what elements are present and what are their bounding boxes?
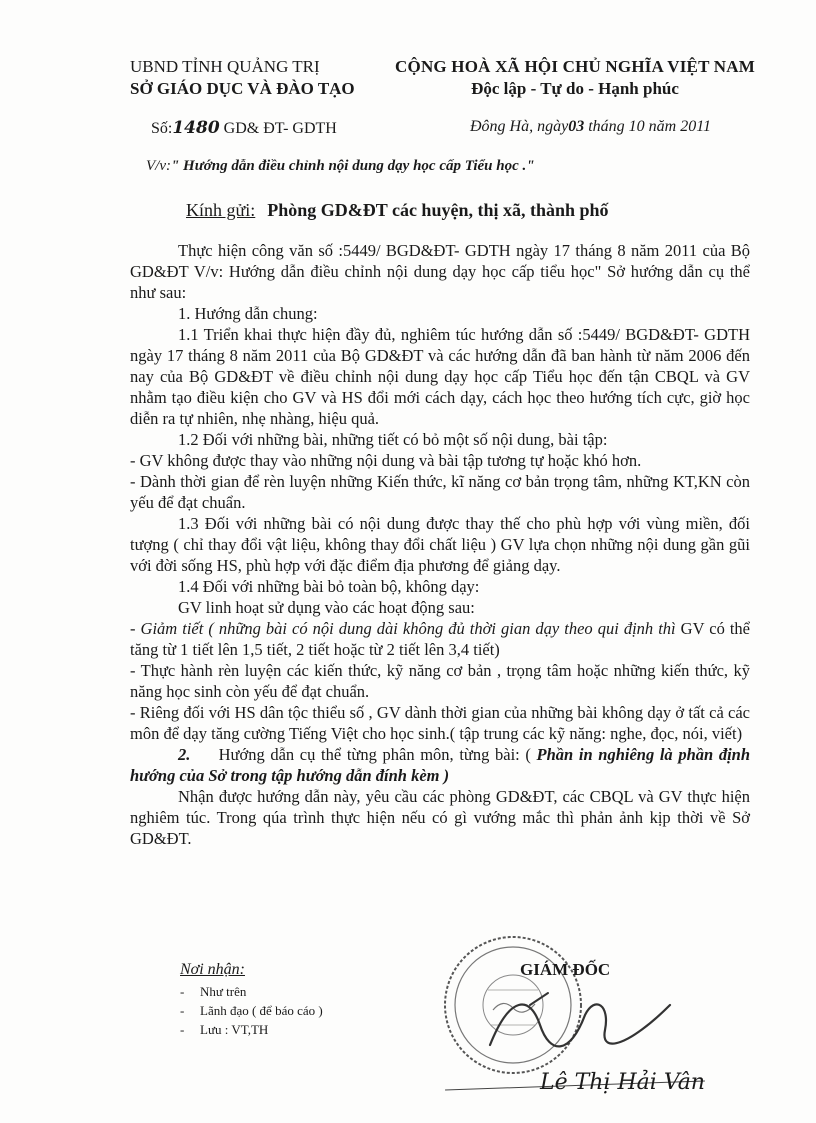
nation-title: CỘNG HOÀ XÃ HỘI CHỦ NGHĨA VIỆT NAM (395, 57, 755, 76)
document-subject (146, 158, 535, 175)
section-1-4-item-c: - Riêng đối với HS dân tộc thiểu số , GV dành thời gian của những bài không dạy ở tất cả các môn để dạy tăng cường Tiếng Việt cho học sinh.( tập trung các kỹ năng: nghe, đọc, nói, viết) (130, 703, 750, 743)
recipient-item: - Lãnh đạo ( để báo cáo ) (180, 1003, 323, 1018)
section-1-4-intro: GV linh hoạt sử dụng vào các hoạt động sau: (178, 598, 475, 617)
recipients-block (180, 960, 323, 1039)
signer-title: GIÁM ĐỐC (520, 960, 611, 979)
section-1-4-item-a-rest: GV có thể tăng từ 1 tiết lên 1,5 tiết, 2 tiết hoặc từ 2 tiết lên 3,4 tiết) (130, 619, 751, 659)
document-body (130, 240, 750, 849)
ref-suffix: GD& ĐT- GDTH (219, 120, 337, 137)
section-1-4-item-b: - Thực hành rèn luyện các kiến thức, kỹ năng cơ bản , trọng tâm hoặc những kiến thức, kỹ năng học sinh còn yếu để đạt chuẩn. (130, 661, 750, 701)
section-2-note: Phần in nghiêng là phần định hướng của Sở trong tập hướng dẫn đính kèm ) (130, 745, 751, 785)
national-header (380, 56, 770, 100)
org-line-2: SỞ GIÁO DỤC VÀ ĐÀO TẠO (130, 79, 355, 98)
section-1-4: 1.4 Đối với những bài bỏ toàn bộ, không dạy: (178, 577, 480, 596)
date-day: 03 (568, 118, 585, 135)
section-1-4-item-a-italic: - Giảm tiết ( những bài có nội dung dài không đủ thời gian dạy theo qui định thì (130, 619, 676, 638)
subject-text: " Hướng dẫn điều chỉnh nội dung dạy học cấp Tiểu học ." (170, 158, 535, 174)
section-1-heading: 1. Hướng dẫn chung: (178, 304, 318, 323)
section-1-4-item-a (130, 618, 750, 660)
national-motto: Độc lập - Tự do - Hạnh phúc (471, 79, 679, 98)
handwritten-signature (470, 985, 690, 1075)
section-1-2-item-b: - Dành thời gian để rèn luyện những Kiến thức, kĩ năng cơ bản trọng tâm, những KT,KN còn yếu để đạt chuẩn. (130, 472, 750, 512)
org-line-1: UBND TỈNH QUẢNG TRỊ (130, 57, 320, 76)
recipient-name: Phòng GD&ĐT các huyện, thị xã, thành phố (267, 200, 609, 220)
section-1-3: 1.3 Đối với những bài có nội dung được thay thế cho phù hợp với vùng miền, đối tượng ( chỉ thay đổi vật liệu, không thay đổi chất liệu ) GV lựa chọn những nội dung gần gũi với đời sống HS, phù hợp với đặc điểm địa phương để giảng dạy. (130, 514, 750, 575)
section-2-text: Hướng dẫn cụ thể từng phân môn, từng bài: ( (218, 745, 531, 764)
date-rest: tháng 10 năm 2011 (584, 118, 712, 135)
section-2-number: 2. (178, 745, 191, 764)
section-1-2: 1.2 Đối với những bài, những tiết có bỏ một số nội dung, bài tập: (178, 430, 608, 449)
recipient-line (186, 200, 609, 221)
document-date (470, 118, 711, 136)
intro-paragraph: Thực hiện công văn số :5449/ BGD&ĐT- GDTH ngày 17 tháng 8 năm 2011 của Bộ GD&ĐT V/v: Hướng dẫn điều chỉnh nội dung dạy học cấp tiểu học" Sở hướng dẫn cụ thể như sau: (130, 241, 750, 302)
section-1-2-item-a: - GV không được thay vào những nội dung và bài tập tương tự hoặc khó hơn. (130, 451, 642, 470)
document-number (151, 118, 337, 138)
closing-paragraph: Nhận được hướng dẫn này, yêu cầu các phòng GD&ĐT, các CBQL và GV thực hiện nghiêm túc. Trong qúa trình thực hiện nếu có gì vướng mắc thì phản ảnh kịp thời về Sở GD&ĐT. (130, 787, 750, 848)
signer-name: Lê Thị Hải Vân (540, 1070, 705, 1095)
recipients-title: Nơi nhận: (180, 961, 245, 978)
section-1-1: 1.1 Triển khai thực hiện đầy đủ, nghiêm túc hướng dẫn số :5449/ BGD&ĐT- GDTH ngày 17 tháng 8 năm 2011 của Bộ GD&ĐT và các hướng dẫn đã ban hành từ năm 2006 đến nay của Bộ GD&ĐT về điều chỉnh nội dung dạy học cấp Tiểu học đến tận CBQL và GV nhằm tạo điều kiện cho GV và HS đổi mới cách dạy, cách học theo hướng tích cực, giờ học diễn ra tự nhiên, nhẹ nhàng, hiệu quả. (130, 325, 750, 428)
recipient-item: - Như trên (180, 984, 247, 999)
date-prefix: Đông Hà, ngày (470, 118, 569, 135)
recipient-label: Kính gửi: (186, 200, 256, 220)
section-2 (130, 744, 750, 786)
ref-number: 1480 (172, 118, 220, 138)
ref-prefix: Số: (151, 120, 173, 137)
recipient-item: - Lưu : VT,TH (180, 1022, 269, 1037)
subject-label: V/v: (146, 158, 171, 174)
issuing-organization (130, 56, 355, 100)
